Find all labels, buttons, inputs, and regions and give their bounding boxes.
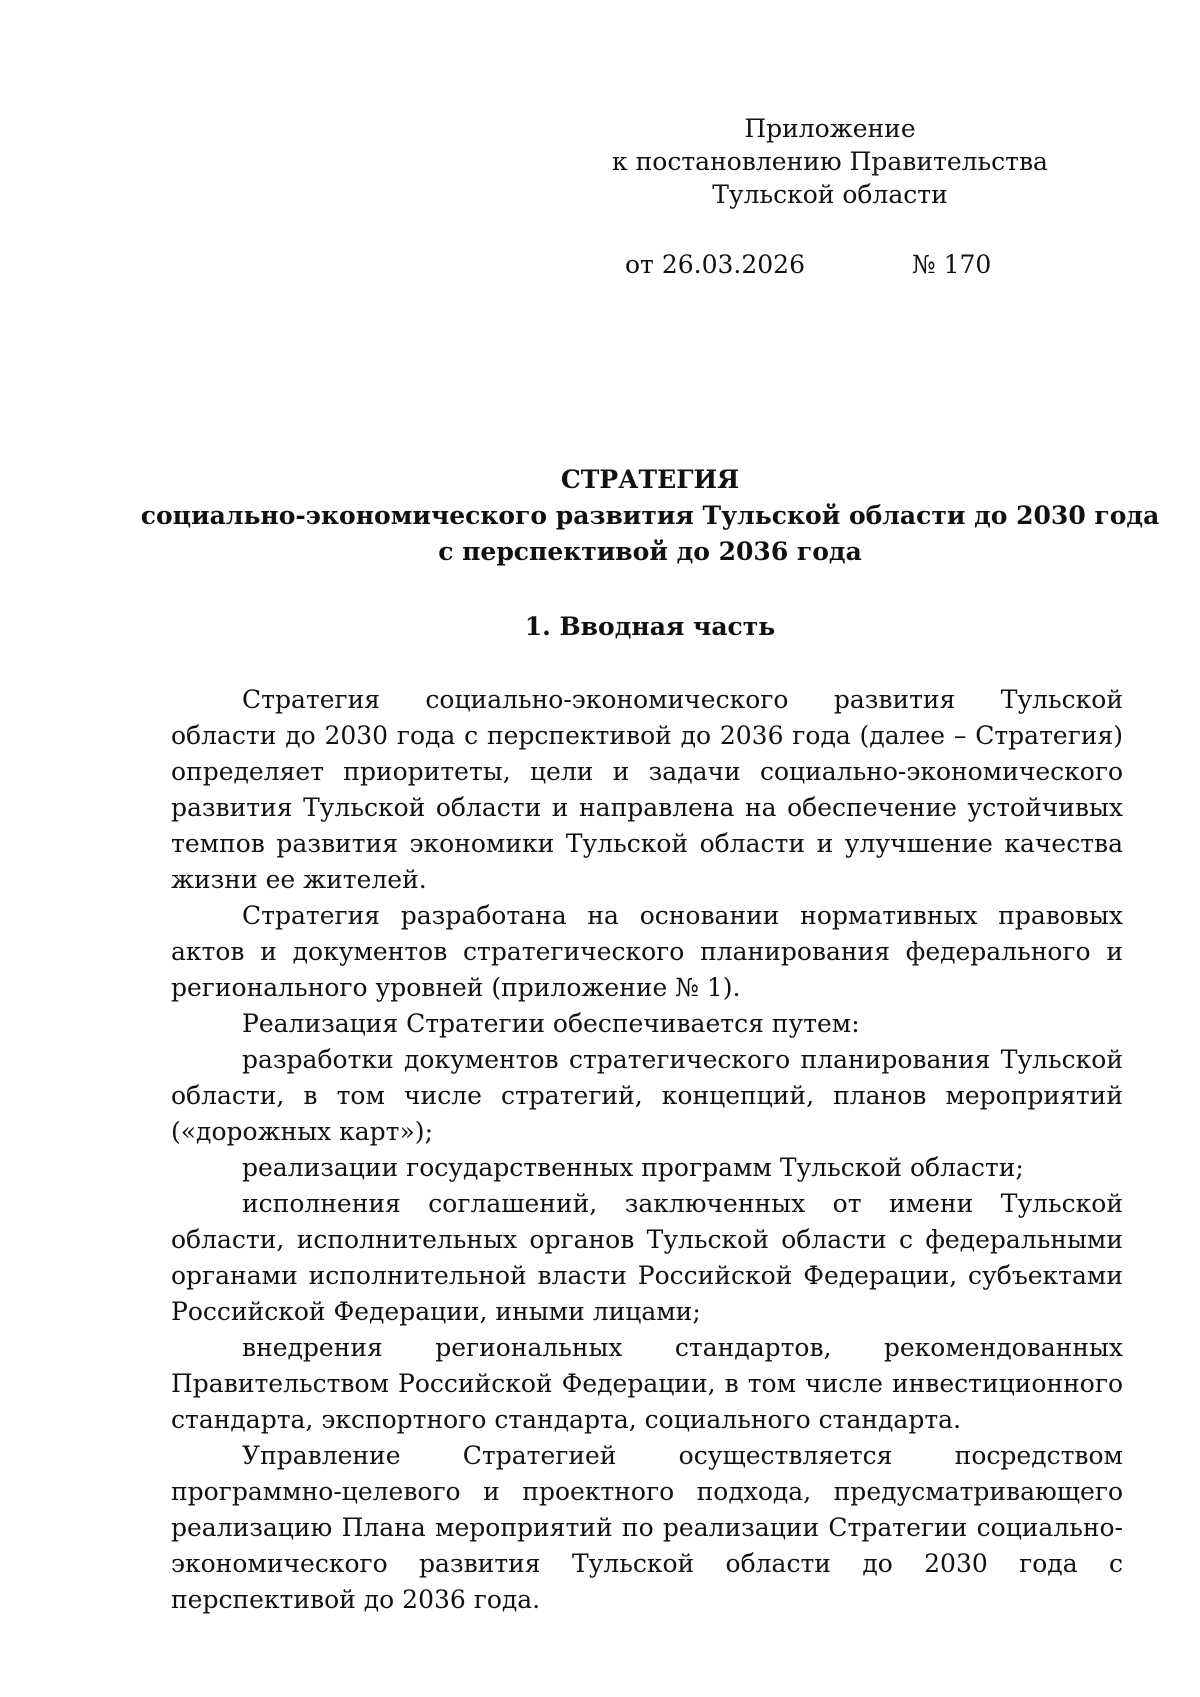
resolution-date: от 26.03.2026	[625, 250, 805, 279]
resolution-number: № 170	[912, 250, 992, 279]
title-line-2: социально-экономического развития Тульской области до 2030 года	[140, 501, 1160, 530]
title-line-1: СТРАТЕГИЯ	[560, 465, 740, 494]
appendix-line-1: Приложение	[744, 114, 916, 143]
paragraph: Реализация Стратегии обеспечивается путем:	[242, 1009, 860, 1038]
title-line-3: с перспективой до 2036 года	[438, 537, 862, 566]
paragraph: исполнения соглашений, заключенных от имени Тульской области, исполнительных органов Тульской области с федеральными органами исполнительной власти Российской Федерации, субъектами Российской Федерации, иными лицами;	[171, 1189, 1123, 1326]
document-title	[140, 462, 1160, 570]
paragraph: Управление Стратегией осуществляется посредством программно-целевого и проектного подхода, предусматривающего реализацию Плана мероприятий по реализации Стратегии социально-экономического развития Тульской области до 2030 года с перспективой до 2036 года.	[171, 1441, 1123, 1614]
appendix-line-3: Тульской области	[712, 180, 948, 209]
paragraph: Стратегия разработана на основании нормативных правовых актов и документов стратегического планирования федерального и регионального уровней (приложение № 1).	[171, 901, 1123, 1002]
section-heading: 1. Вводная часть	[524, 612, 776, 641]
paragraph: разработки документов стратегического планирования Тульской области, в том числе стратегий, концепций, планов мероприятий («дорожных карт»);	[171, 1045, 1123, 1146]
paragraph: реализации государственных программ Тульской области;	[242, 1153, 1024, 1182]
body-text	[171, 682, 1123, 1618]
appendix-line-2: к постановлению Правительства	[612, 147, 1048, 176]
appendix-header	[560, 112, 1100, 211]
paragraph: Стратегия социально-экономического развития Тульской области до 2030 года с перспективой до 2036 года (далее – Стратегия) определяет приоритеты, цели и задачи социально-экономического развития Тульской области и направлена на обеспечение устойчивых темпов развития экономики Тульской области и улучшение качества жизни ее жителей.	[171, 685, 1123, 894]
paragraph: внедрения региональных стандартов, рекомендованных Правительством Российской Федерации, в том числе инвестиционного стандарта, экспортного стандарта, социального стандарта.	[171, 1333, 1123, 1434]
